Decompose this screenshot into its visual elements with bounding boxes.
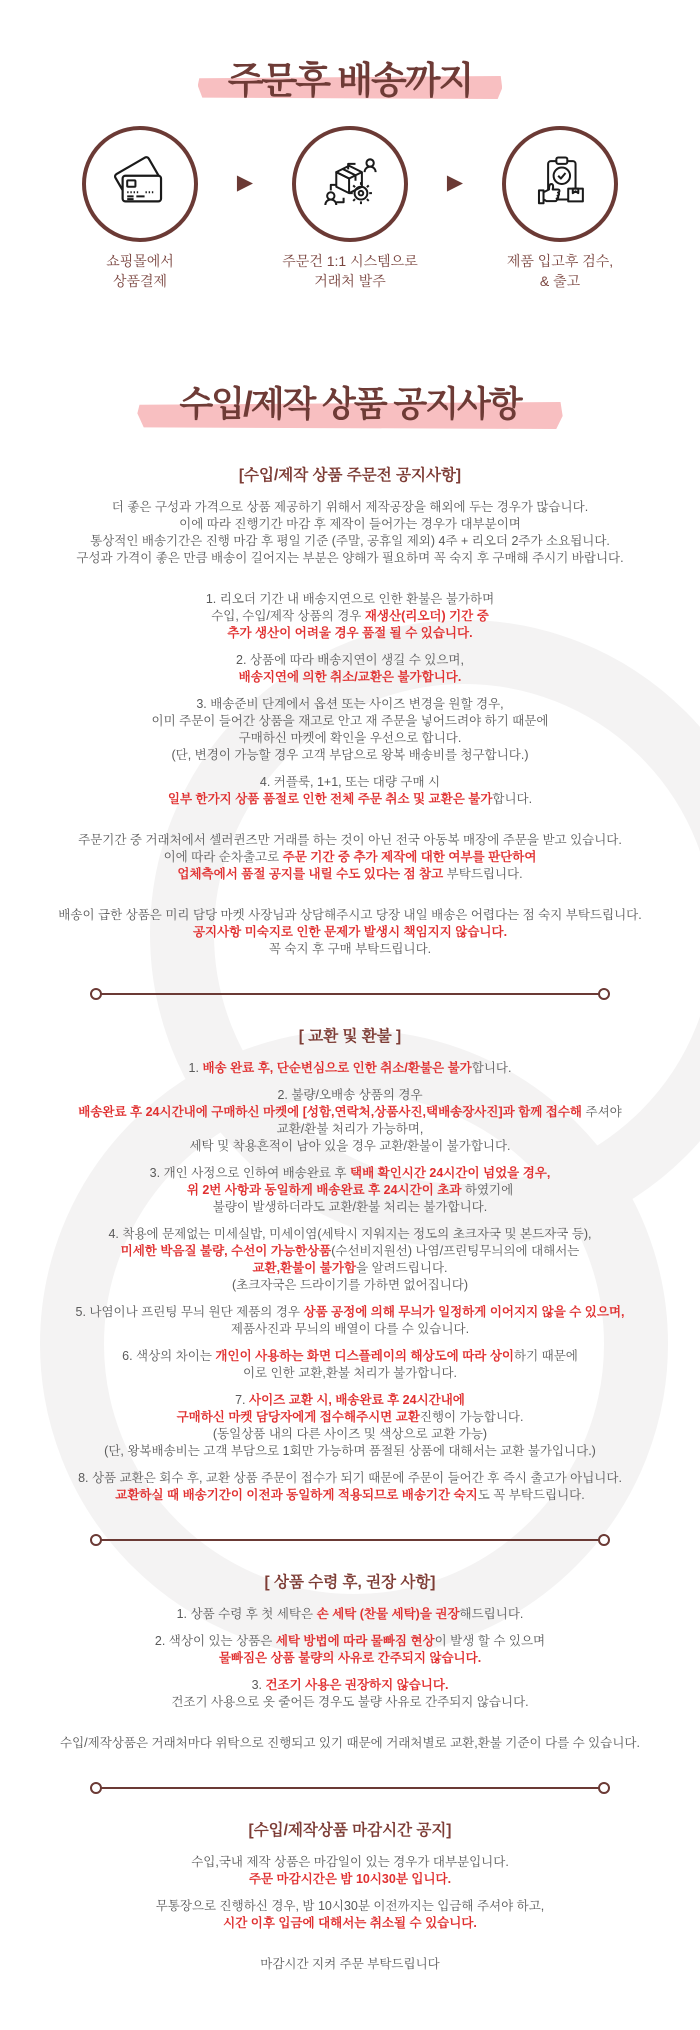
step-label <box>106 251 174 291</box>
text-segment: 3. 개인 사정으로 인하여 배송완료 후 <box>149 1166 350 1180</box>
text-segment-emphasis: 일부 한가지 상품 품절로 인한 전체 주문 취소 및 교환은 불가 <box>167 792 493 806</box>
text-segment: 7. <box>235 1393 250 1407</box>
text-segment: 건조기 사용으로 옷 줄어든 경우도 불량 사유로 간주되지 않습니다. <box>171 1695 529 1709</box>
text-segment-emphasis: 물빠짐은 상품 불량의 사유로 간주되지 않습니다. <box>218 1651 482 1665</box>
text-line <box>0 1182 700 1199</box>
text-line <box>0 1087 700 1104</box>
text-segment-emphasis: 건조기 사용은 권장하지 않습니다. <box>265 1678 449 1692</box>
step-circle <box>82 126 198 242</box>
text-segment: 수입/제작상품은 거래처마다 위탁으로 진행되고 있기 때문에 거래처별로 교환,환불 기준이 다를 수 있습니다. <box>60 1736 640 1750</box>
text-segment-emphasis: 업체측에서 품절 공지를 내릴 수도 있다는 점 참고 <box>177 867 444 881</box>
text-block <box>0 591 700 642</box>
text-line <box>0 713 700 730</box>
text-line <box>0 1854 700 1871</box>
text-block <box>0 832 700 883</box>
text-block <box>0 774 700 808</box>
text-segment: 1. <box>188 1061 203 1075</box>
step-label-line1: 제품 입고후 검수, <box>506 253 614 269</box>
text-line <box>0 1633 700 1650</box>
notice-body <box>0 467 700 1973</box>
pre-order-notice-section <box>0 467 700 958</box>
text-line <box>0 924 700 941</box>
text-segment: (단, 변경이 가능할 경우 고객 부담으로 왕복 배송비를 청구합니다.) <box>171 748 529 762</box>
text-line <box>0 1304 700 1321</box>
text-block <box>0 1633 700 1667</box>
divider-line <box>101 1539 599 1542</box>
text-segment-emphasis: 배송지연에 의한 취소/교환은 불가합니다. <box>238 670 462 684</box>
text-line <box>0 1104 700 1121</box>
text-segment-emphasis: 구매하신 마켓 담당자에게 접수해주시면 교환 <box>176 1410 420 1424</box>
text-segment: 주셔야 <box>582 1105 622 1119</box>
text-segment-emphasis: 손 세탁 (찬물 세탁)을 권장 <box>316 1607 460 1621</box>
text-line <box>0 1677 700 1694</box>
text-block <box>0 1060 700 1077</box>
text-line <box>0 1956 700 1973</box>
divider-line <box>101 993 599 996</box>
text-line <box>0 1060 700 1077</box>
text-segment: 4. 착용에 문제없는 미세실밥, 미세이염(세탁시 지워지는 정도의 초크자국 및 본드자국 등), <box>108 1227 592 1241</box>
text-line <box>0 1871 700 1888</box>
text-block <box>0 1348 700 1382</box>
text-segment: 4. 커플룩, 1+1, 또는 대량 구매 시 <box>259 775 441 789</box>
text-segment: 이로 인한 교환,환불 처리가 불가합니다. <box>242 1366 458 1380</box>
text-line <box>0 1443 700 1460</box>
text-segment: 이 발생 할 수 있으며 <box>434 1634 546 1648</box>
section-divider <box>90 988 610 1000</box>
text-segment: (수선비지원선) 나염/프린팅무늬의에 대해서는 <box>331 1244 580 1258</box>
divider-ring-right <box>598 988 610 1000</box>
text-block <box>0 696 700 764</box>
text-segment: 이에 따라 진행기간 마감 후 제작이 들어가는 경우가 대부분이며 <box>179 517 521 531</box>
text-segment-emphasis: 미세한 박음질 불량, 수선이 가능한상품 <box>120 1244 332 1258</box>
text-block <box>0 1392 700 1460</box>
order-process-steps <box>0 126 700 291</box>
step-label-line1: 쇼핑몰에서 <box>106 253 174 269</box>
text-segment: 2. 불량/오배송 상품의 경우 <box>277 1088 423 1102</box>
text-line <box>0 1277 700 1294</box>
text-segment: 5. 나염이나 프린팅 무늬 원단 제품의 경우 <box>75 1305 304 1319</box>
text-segment: 진행이 가능합니다. <box>419 1410 524 1424</box>
arrow-right-icon: ▶ <box>446 171 464 194</box>
text-segment-emphasis: 공지사항 미숙지로 인한 문제가 발생시 책임지지 않습니다. <box>192 925 508 939</box>
text-line <box>0 669 700 686</box>
post-receipt-recommendations-section <box>0 1574 700 1752</box>
text-segment-emphasis: 사이즈 교환 시, 배송완료 후 24시간내에 <box>249 1393 465 1407</box>
text-segment: 제품사진과 무늬의 배열이 다를 수 있습니다. <box>230 1322 470 1336</box>
text-line <box>0 1426 700 1443</box>
divider-ring-right <box>598 1782 610 1794</box>
step-label-line2: & 출고 <box>539 273 581 289</box>
section-header: [ 상품 수령 후, 권장 사항] <box>264 1574 436 1591</box>
text-segment-emphasis: 개인이 사용하는 화면 디스플레이의 해상도에 따라 상이 <box>215 1349 514 1363</box>
step-label-line2: 거래처 발주 <box>314 273 386 289</box>
text-line <box>0 1365 700 1382</box>
text-line <box>0 1165 700 1182</box>
step-circle <box>292 126 408 242</box>
text-line <box>0 1321 700 1338</box>
text-segment: (단, 왕복배송비는 고객 부담으로 1회만 가능하며 품절된 상품에 대해서는 교환 불가입니다.) <box>104 1444 596 1458</box>
text-block <box>0 1304 700 1338</box>
text-segment: (초크자국은 드라이기를 가하면 없어집니다) <box>231 1278 469 1292</box>
text-segment-emphasis: 배송 완료 후, 단순변심으로 인한 취소/환불은 불가 <box>202 1061 472 1075</box>
divider-ring-right <box>598 1534 610 1546</box>
text-segment: 구매하신 마켓에 확인을 우선으로 합니다. <box>238 731 462 745</box>
text-segment: 마감시간 지켜 주문 부탁드립니다 <box>260 1957 440 1971</box>
text-segment-emphasis: 추가 생산이 어려울 경우 품절 될 수 있습니다. <box>227 626 473 640</box>
text-segment: 더 좋은 구성과 가격으로 상품 제공하기 위해서 제작공장을 해외에 두는 경우가 많습니다. <box>111 500 589 514</box>
text-block <box>0 1898 700 1932</box>
section-divider <box>90 1782 610 1794</box>
exchange-refund-section <box>0 1028 700 1504</box>
step-circle <box>502 126 618 242</box>
text-line <box>0 1260 700 1277</box>
text-segment: 2. 색상이 있는 상품은 <box>154 1634 276 1648</box>
text-line <box>0 652 700 669</box>
text-block <box>0 1470 700 1504</box>
step-inspection-shipping <box>470 126 650 291</box>
step-label-line1: 주문건 1:1 시스템으로 <box>282 253 418 269</box>
text-line <box>0 791 700 808</box>
text-segment: 2. 상품에 따라 배송지연이 생길 수 있으며, <box>236 653 464 667</box>
text-block <box>0 1087 700 1155</box>
text-segment: 수입,국내 제작 상품은 마감일이 있는 경우가 대부분입니다. <box>191 1855 509 1869</box>
text-block <box>0 1677 700 1711</box>
text-segment: 해드립니다. <box>459 1607 524 1621</box>
text-block <box>0 1956 700 1973</box>
text-block <box>0 1854 700 1888</box>
text-block <box>0 1165 700 1216</box>
text-segment: 1. 리오더 기간 내 배송지연으로 인한 환불은 불가하며 <box>205 592 495 606</box>
text-segment: 6. 색상의 차이는 <box>122 1349 216 1363</box>
deadline-notice-section <box>0 1822 700 1973</box>
text-line <box>0 1121 700 1138</box>
text-block <box>0 907 700 958</box>
text-block <box>0 652 700 686</box>
section-header: [ 교환 및 환불 ] <box>298 1028 402 1045</box>
text-block <box>0 1735 700 1752</box>
section-header: [수입/제작상품 마감시간 공지] <box>248 1822 452 1839</box>
text-segment-emphasis: 시간 이후 입금에 대해서는 취소될 수 있습니다. <box>223 1916 477 1930</box>
text-line <box>0 1392 700 1409</box>
text-line <box>0 1694 700 1711</box>
text-segment: 3. 배송준비 단계에서 옵션 또는 사이즈 변경을 원할 경우, <box>196 697 504 711</box>
text-line <box>0 1915 700 1932</box>
text-segment: 8. 상품 교환은 회수 후, 교환 상품 주문이 접수가 되기 때문에 주문이 들어간 후 즉시 출고가 아닙니다. <box>78 1471 622 1485</box>
text-line <box>0 1138 700 1155</box>
text-line <box>0 516 700 533</box>
text-line <box>0 533 700 550</box>
text-segment: 구성과 가격이 좋은 만큼 배송이 길어지는 부분은 양해가 필요하며 꼭 숙지 후 구매해 주시기 바랍니다. <box>76 551 624 565</box>
title-text: 수입/제작 상품 공지사항 <box>179 385 521 424</box>
text-segment: 주문기간 중 거래처에서 셀러퀸즈만 거래를 하는 것이 아닌 전국 아동복 매장에 주문을 받고 있습니다. <box>78 833 622 847</box>
order-to-delivery-title <box>228 50 472 104</box>
text-segment: 3. <box>251 1678 266 1692</box>
text-segment: 배송이 급한 상품은 미리 담당 마켓 사장님과 상담해주시고 당장 내일 배송은 어렵다는 점 숙지 부탁드립니다. <box>58 908 642 922</box>
text-segment-emphasis: 택배 확인시간 24시간이 넘었을 경우, <box>350 1166 551 1180</box>
text-segment-emphasis: 위 2번 사항과 동일하게 배송완료 후 24시간이 초과 <box>186 1183 462 1197</box>
text-segment: 하였기에 <box>461 1183 514 1197</box>
text-block <box>0 1226 700 1294</box>
text-line <box>0 550 700 567</box>
text-segment-emphasis: 재생산(리오더) 기간 중 <box>364 609 489 623</box>
section-divider <box>90 1534 610 1546</box>
section-header: [수입/제작 상품 주문전 공지사항] <box>238 467 462 484</box>
text-segment: 합니다. <box>471 1061 512 1075</box>
title-text: 주문후 배송까지 <box>227 60 473 101</box>
text-line <box>0 866 700 883</box>
text-segment: 이에 따라 순차출고로 <box>163 850 283 864</box>
text-segment-emphasis: 교환하실 때 배송기간이 이전과 동일하게 적용되므로 배송기간 숙지 <box>115 1488 478 1502</box>
text-line <box>0 1348 700 1365</box>
receiving-inspection-icon <box>528 152 592 216</box>
text-block <box>0 1606 700 1623</box>
text-segment: 세탁 및 착용흔적이 남아 있을 경우 교환/환불이 불가합니다. <box>189 1139 511 1153</box>
step-label <box>507 251 613 291</box>
text-segment-emphasis: 배송완료 후 24시간내에 구매하신 마켓에 [성함,연락처,상품사진,택배송장사진]과 함께 접수해 <box>78 1105 583 1119</box>
text-line <box>0 1735 700 1752</box>
text-line <box>0 1199 700 1216</box>
text-line <box>0 1470 700 1487</box>
text-segment: 통상적인 배송기간은 진행 마감 후 평일 기준 (주말, 공휴일 제외) 4주 + 리오더 2주가 소요됩니다. <box>90 534 610 548</box>
text-segment-emphasis: 주문 마감시간은 밤 10시30분 입니다. <box>248 1872 452 1886</box>
text-line <box>0 747 700 764</box>
text-line <box>0 696 700 713</box>
text-segment: 합니다. <box>492 792 533 806</box>
step-label <box>282 251 417 291</box>
text-block <box>0 499 700 567</box>
order-dispatch-icon <box>318 152 382 216</box>
arrow-right-icon: ▶ <box>236 171 254 194</box>
text-line <box>0 499 700 516</box>
text-segment: 교환/환불 처리가 가능하며, <box>276 1122 424 1136</box>
text-line <box>0 1487 700 1504</box>
text-segment-emphasis: 주문 기간 중 추가 제작에 대한 여부를 판단하여 <box>282 850 537 864</box>
text-segment-emphasis: 세탁 방법에 따라 물빠짐 현상 <box>275 1634 435 1648</box>
text-segment: 이미 주문이 들어간 상품을 재고로 안고 재 주문을 넣어드려야 하기 때문에 <box>151 714 549 728</box>
text-line <box>0 730 700 747</box>
text-line <box>0 1898 700 1915</box>
credit-card-icon <box>108 152 172 216</box>
text-segment: 수입, 수입/제작 상품의 경우 <box>211 609 365 623</box>
text-line <box>0 1606 700 1623</box>
import-product-notice-title <box>179 377 520 427</box>
text-segment: 을 알려드립니다. <box>356 1261 448 1275</box>
text-segment: 1. 상품 수령 후 첫 세탁은 <box>176 1607 317 1621</box>
text-segment: 불량이 발생하더라도 교환/환불 처리는 불가합니다. <box>212 1200 488 1214</box>
text-line <box>0 1650 700 1667</box>
text-line <box>0 774 700 791</box>
text-segment: 무통장으로 진행하신 경우, 밤 10시30분 이전까지는 입금해 주셔야 하고, <box>155 1899 545 1913</box>
text-line <box>0 907 700 924</box>
text-line <box>0 941 700 958</box>
text-line <box>0 1243 700 1260</box>
text-line <box>0 625 700 642</box>
text-line <box>0 849 700 866</box>
text-line <box>0 1226 700 1243</box>
step-order-system <box>260 126 440 291</box>
text-line <box>0 832 700 849</box>
text-segment-emphasis: 교환,환불이 불가함 <box>252 1261 357 1275</box>
text-segment: 하기 때문에 <box>514 1349 578 1363</box>
divider-line <box>101 1787 599 1790</box>
text-segment: 도 꼭 부탁드립니다. <box>477 1488 585 1502</box>
text-line <box>0 1409 700 1426</box>
text-line <box>0 608 700 625</box>
text-segment: 꼭 숙지 후 구매 부탁드립니다. <box>268 942 432 956</box>
step-payment <box>50 126 230 291</box>
step-label-line2: 상품결제 <box>112 273 168 289</box>
text-segment: (동일상품 내의 다른 사이즈 및 색상으로 교환 가능) <box>212 1427 488 1441</box>
text-line <box>0 591 700 608</box>
text-segment: 부탁드립니다. <box>443 867 523 881</box>
text-segment-emphasis: 상품 공정에 의해 무늬가 일정하게 이어지지 않을 수 있으며, <box>303 1305 625 1319</box>
